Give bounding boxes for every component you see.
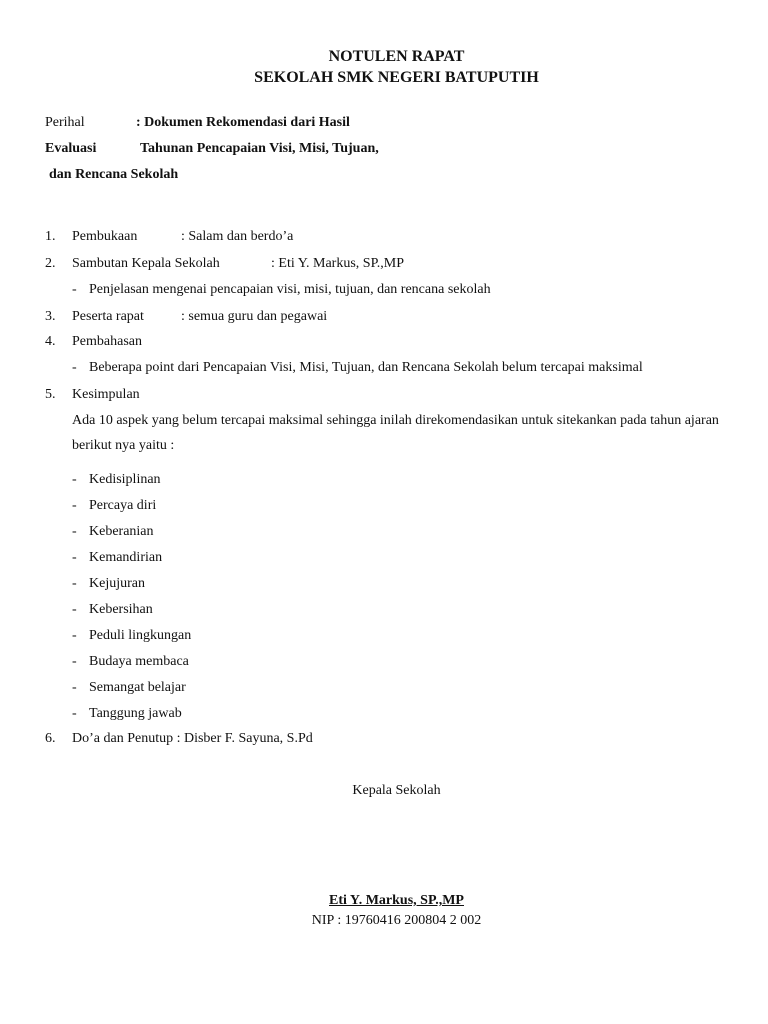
bullet-dash: -: [72, 654, 77, 669]
aspect-text: Kedisiplinan: [89, 472, 161, 487]
item-number: 5.: [45, 387, 56, 402]
bullet-dash: -: [72, 680, 77, 695]
item-value: : Salam dan berdo’a: [181, 229, 294, 244]
bullet-dash: -: [72, 602, 77, 617]
aspect-text: Percaya diri: [89, 498, 157, 513]
bullet-dash: -: [72, 628, 77, 643]
bullet-dash: -: [72, 498, 77, 513]
item-value: : Eti Y. Markus, SP.,MP: [271, 256, 405, 271]
item-number: 1.: [45, 229, 56, 244]
aspect-text: Tanggung jawab: [89, 706, 182, 721]
perihal-line2-label: Evaluasi: [45, 141, 97, 156]
item-label: Do’a dan Penutup : Disber F. Sayuna, S.Pd: [72, 731, 313, 746]
signature-nip: NIP : 19760416 200804 2 002: [311, 913, 482, 928]
subitem-text: Beberapa point dari Pencapaian Visi, Misi, Tujuan, dan Rencana Sekolah belum tercapai maksimal: [89, 360, 643, 375]
bullet-dash: -: [72, 550, 77, 565]
item-value: : semua guru dan pegawai: [181, 309, 328, 324]
perihal-value: : Dokumen Rekomendasi dari Hasil: [136, 115, 350, 130]
signature-name-wrap: [0, 893, 768, 909]
aspect-text: Kejujuran: [89, 576, 145, 591]
perihal-line3: dan Rencana Sekolah: [49, 167, 179, 182]
aspect-text: Keberanian: [89, 524, 154, 539]
item-label: Pembahasan: [72, 334, 142, 349]
item-label: Sambutan Kepala Sekolah: [72, 256, 220, 271]
aspect-text: Kebersihan: [89, 602, 153, 617]
bullet-dash: -: [72, 706, 77, 721]
item-number: 2.: [45, 256, 56, 271]
bullet-dash: -: [72, 472, 77, 487]
bullet-dash: -: [72, 282, 77, 297]
item-number: 4.: [45, 334, 56, 349]
document-subtitle: SEKOLAH SMK NEGERI BATUPUTIH: [254, 69, 539, 86]
aspect-text: Kemandirian: [89, 550, 163, 565]
item-label: Peserta rapat: [72, 309, 144, 324]
item-number: 3.: [45, 309, 56, 324]
bullet-dash: -: [72, 524, 77, 539]
aspect-text: Budaya membaca: [89, 654, 189, 669]
subitem-text: Penjelasan mengenai pencapaian visi, misi, tujuan, dan rencana sekolah: [89, 282, 491, 297]
aspect-text: Peduli lingkungan: [89, 628, 192, 643]
kesimpulan-paragraph-line2: berikut nya yaitu :: [72, 438, 175, 453]
perihal-label: Perihal: [45, 115, 85, 130]
bullet-dash: -: [72, 576, 77, 591]
kesimpulan-paragraph-line1: Ada 10 aspek yang belum tercapai maksimal sehingga inilah direkomendasikan untuk sitekankan pada tahun ajaran: [72, 413, 719, 428]
bullet-dash: -: [72, 360, 77, 375]
item-number: 6.: [45, 731, 56, 746]
item-label: Kesimpulan: [72, 387, 140, 402]
aspect-text: Semangat belajar: [89, 680, 186, 695]
perihal-line2-value: Tahunan Pencapaian Visi, Misi, Tujuan,: [140, 141, 379, 156]
document-title: NOTULEN RAPAT: [328, 48, 465, 65]
item-label: Pembukaan: [72, 229, 138, 244]
signature-name: Eti Y. Markus, SP.,MP: [329, 893, 464, 908]
signature-role: Kepala Sekolah: [352, 783, 441, 798]
